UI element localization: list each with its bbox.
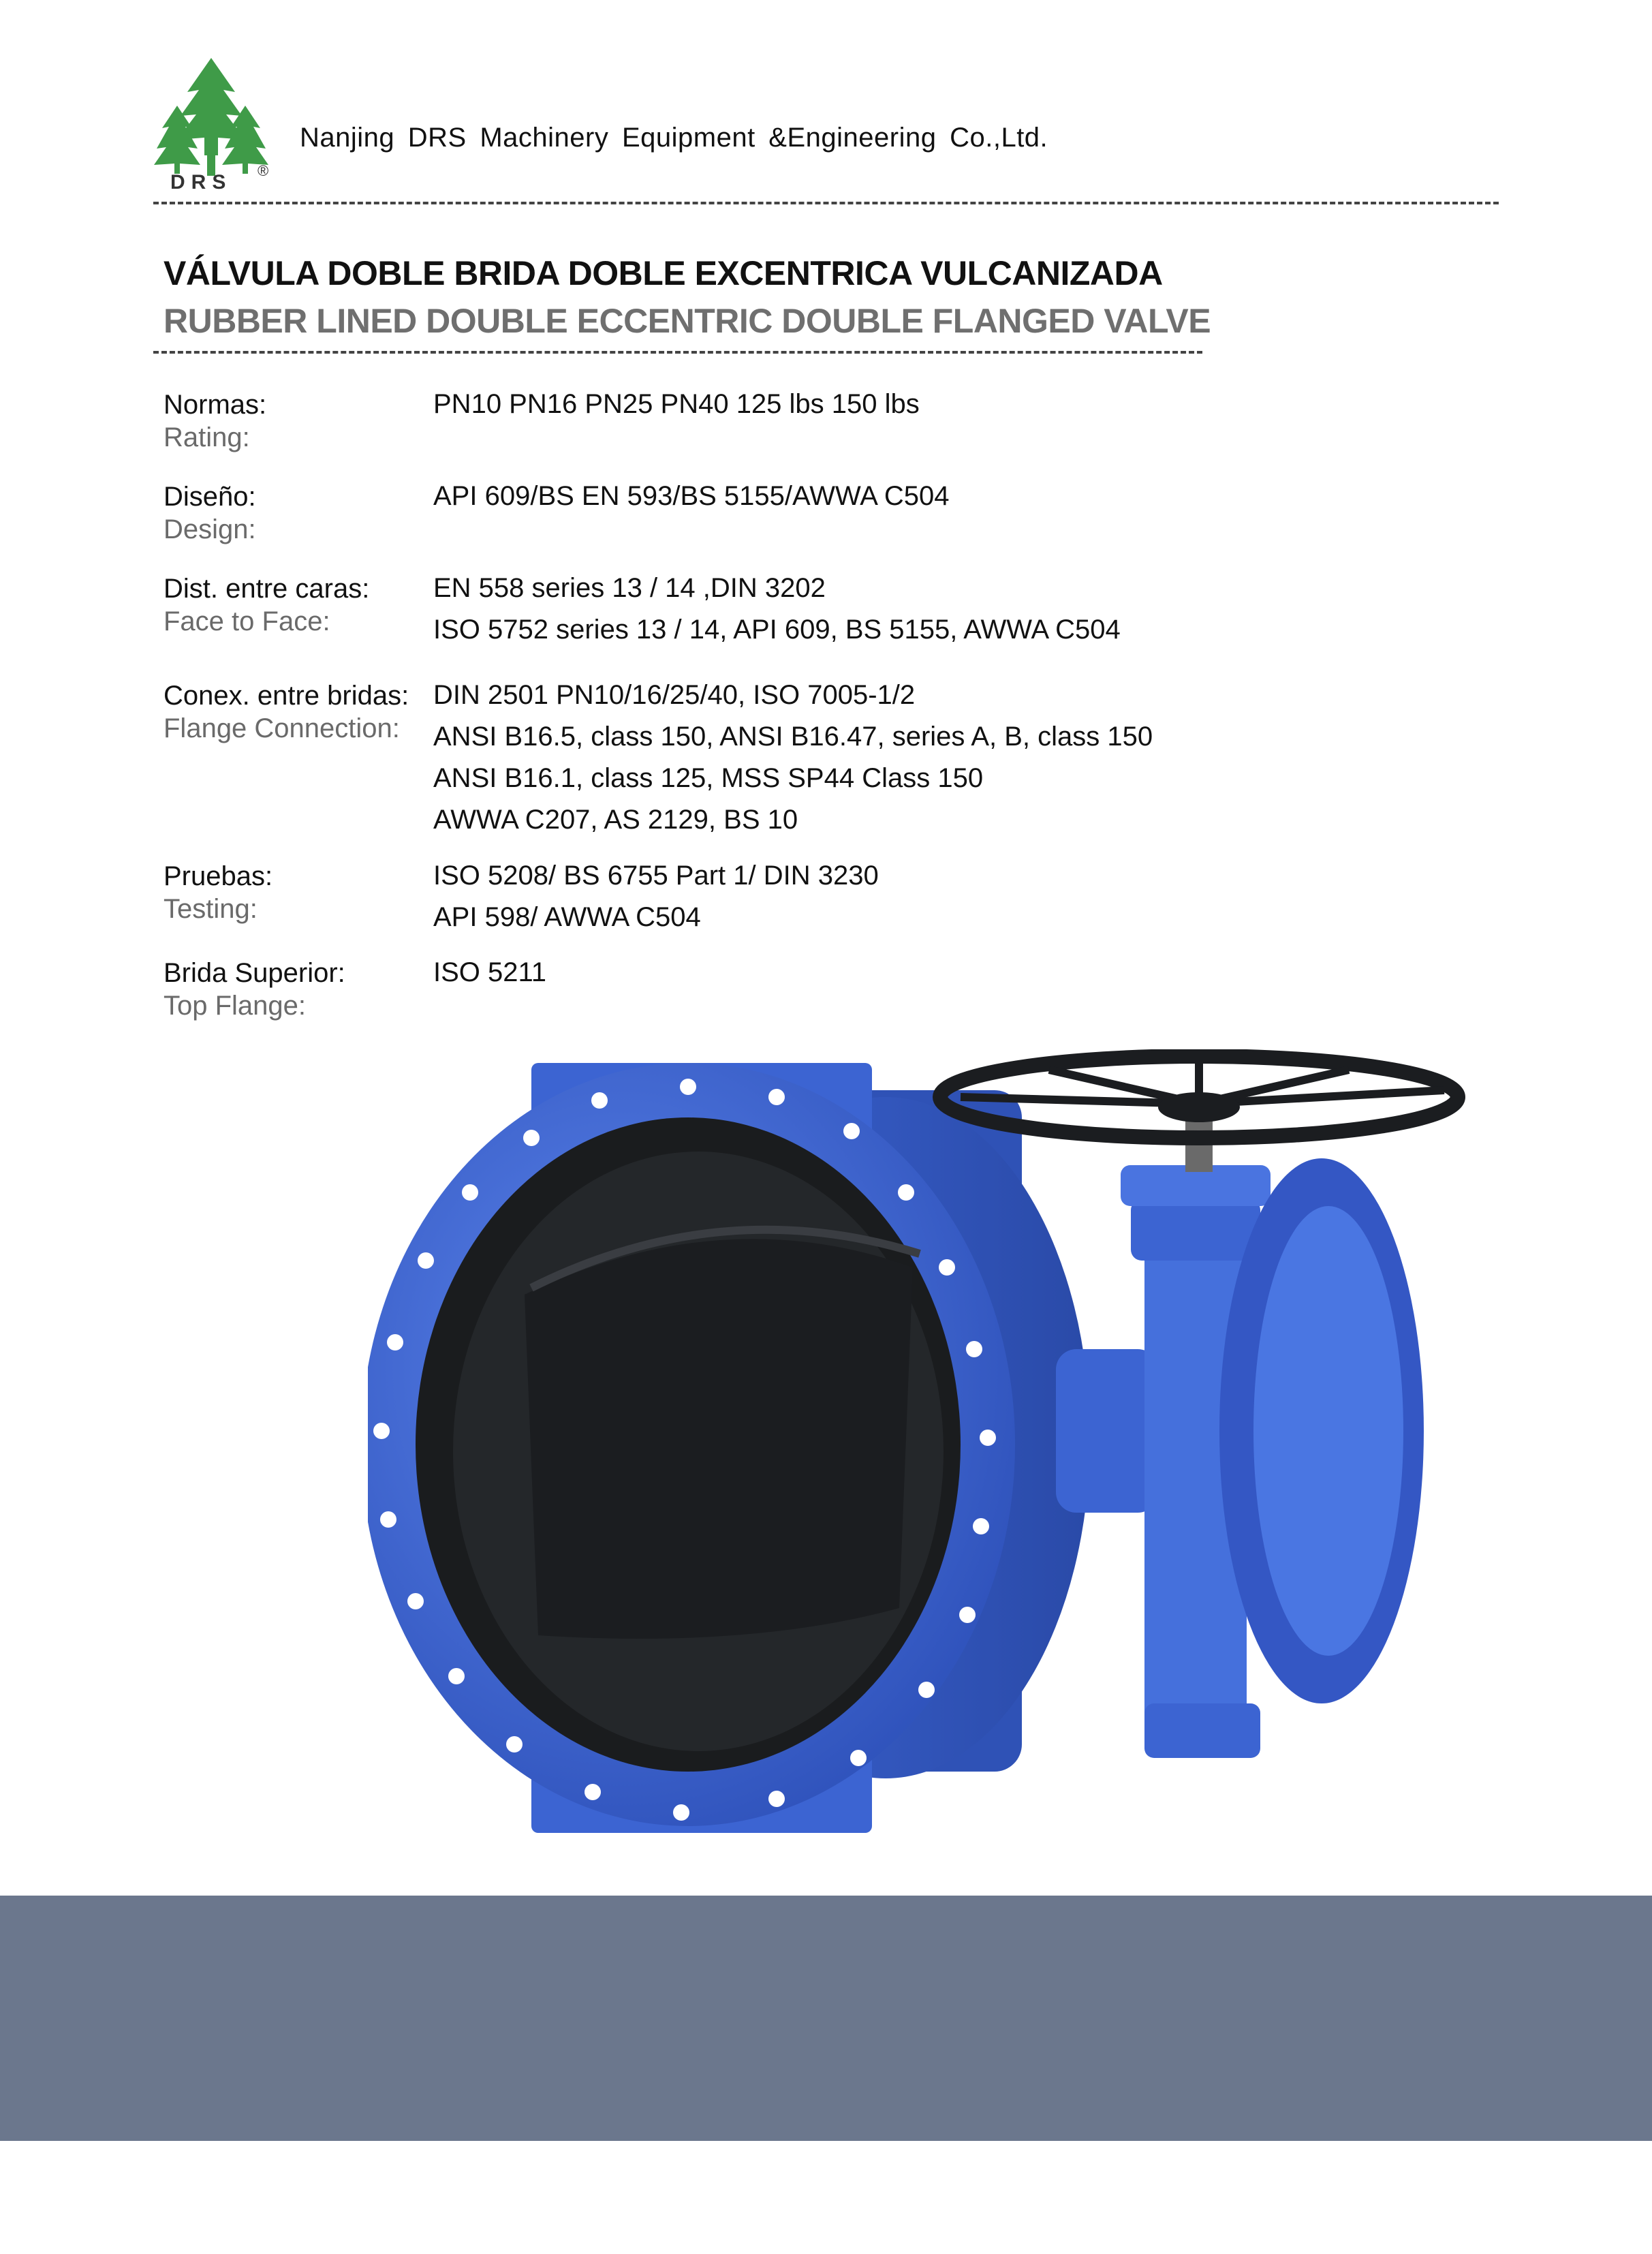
title-english: RUBBER LINED DOUBLE ECCENTRIC DOUBLE FLANGED VALVE (163, 302, 1211, 340)
spec-label-es: Pruebas: (163, 861, 273, 891)
spec-label-en: Flange Connection: (163, 713, 400, 743)
spec-value: ISO 5211 (433, 957, 547, 987)
spec-label-en: Face to Face: (163, 606, 330, 636)
logo-text: DRS (170, 171, 232, 191)
spec-label-en: Design: (163, 514, 256, 544)
spec-label-es: Normas: (163, 390, 267, 420)
spec-label-es: Conex. entre bridas: (163, 681, 409, 711)
spec-label-es: Dist. entre caras: (163, 574, 370, 604)
spec-value: AWWA C207, AS 2129, BS 10 (433, 805, 798, 835)
spec-label-en: Top Flange: (163, 991, 307, 1021)
spec-label-es: Diseño: (163, 482, 256, 512)
butterfly-valve-image (368, 1049, 1540, 1867)
spec-value: ANSI B16.1, class 125, MSS SP44 Class 150 (433, 763, 984, 793)
spec-label-en: Testing: (163, 894, 258, 924)
spec-label-en: Rating: (163, 422, 250, 452)
spec-value: API 609/BS EN 593/BS 5155/AWWA C504 (433, 481, 950, 511)
company-name: Nanjing DRS Machinery Equipment &Engineering Co.,Ltd. (300, 123, 1048, 153)
spec-value: EN 558 series 13 / 14 ,DIN 3202 (433, 573, 826, 603)
tree-icon (154, 58, 268, 176)
registered-mark: ® (258, 162, 269, 179)
divider (153, 202, 1499, 204)
spec-value: ISO 5752 series 13 / 14, API 609, BS 5155, AWWA C504 (433, 615, 1121, 645)
spec-value: API 598/ AWWA C504 (433, 902, 701, 932)
spec-value: DIN 2501 PN10/16/25/40, ISO 7005-1/2 (433, 680, 916, 710)
drs-logo (150, 55, 272, 191)
spec-value: ISO 5208/ BS 6755 Part 1/ DIN 3230 (433, 861, 879, 891)
spec-label-es: Brida Superior: (163, 958, 345, 988)
title-spanish: VÁLVULA DOBLE BRIDA DOBLE EXCENTRICA VULCANIZADA (163, 254, 1163, 292)
divider (153, 351, 1202, 354)
spec-value: PN10 PN16 PN25 PN40 125 lbs 150 lbs (433, 389, 920, 419)
footer-band (0, 1896, 1652, 2141)
spec-value: ANSI B16.5, class 150, ANSI B16.47, series A, B, class 150 (433, 722, 1153, 752)
